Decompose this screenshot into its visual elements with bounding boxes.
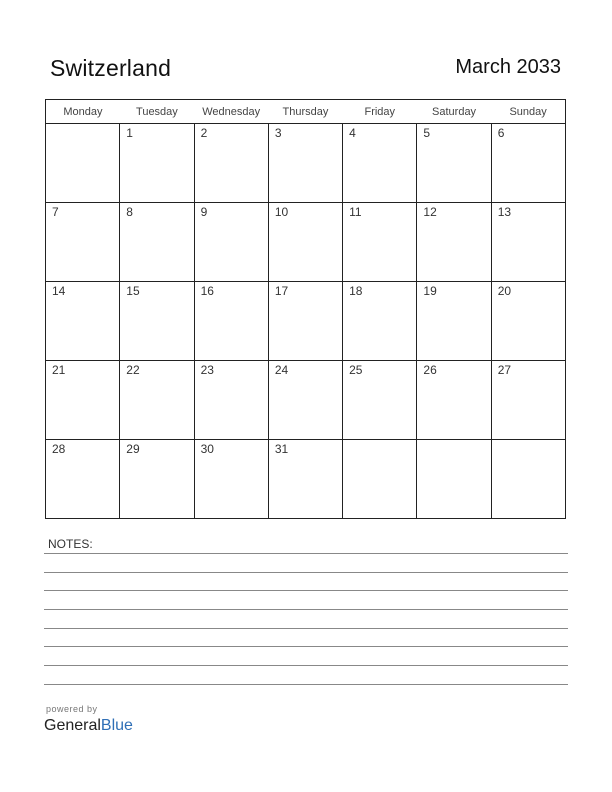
day-cell: 1	[120, 124, 194, 203]
weekday-header: Tuesday	[120, 100, 194, 124]
note-line	[44, 665, 568, 666]
day-cell: 20	[491, 282, 565, 361]
day-cell: 16	[194, 282, 268, 361]
month-title: March 2033	[455, 56, 561, 78]
week-row	[46, 440, 566, 519]
powered-by-text: powered by	[46, 704, 98, 714]
week-row	[46, 361, 566, 440]
note-line	[44, 553, 568, 554]
note-line	[44, 628, 568, 629]
day-cell: 5	[417, 124, 491, 203]
day-cell: 6	[491, 124, 565, 203]
day-cell: 13	[491, 203, 565, 282]
note-line	[44, 684, 568, 685]
weekday-header: Saturday	[417, 100, 491, 124]
day-cell: 27	[491, 361, 565, 440]
day-cell: 29	[120, 440, 194, 519]
weekday-header: Monday	[46, 100, 120, 124]
note-line	[44, 609, 568, 610]
day-cell: 10	[268, 203, 342, 282]
day-cell	[417, 440, 491, 519]
generalblue-logo	[44, 717, 133, 735]
day-cell: 21	[46, 361, 120, 440]
day-cell: 14	[46, 282, 120, 361]
brand-blue: Blue	[100, 717, 133, 734]
weekday-header: Wednesday	[194, 100, 268, 124]
day-cell: 26	[417, 361, 491, 440]
day-cell: 22	[120, 361, 194, 440]
calendar-grid	[45, 99, 566, 519]
day-cell: 28	[46, 440, 120, 519]
weekday-header: Thursday	[268, 100, 342, 124]
note-line	[44, 590, 568, 591]
country-title: Switzerland	[50, 55, 172, 81]
day-cell: 4	[343, 124, 417, 203]
day-cell: 23	[194, 361, 268, 440]
day-cell: 31	[268, 440, 342, 519]
day-cell	[491, 440, 565, 519]
brand-general: General	[44, 717, 101, 734]
weekday-header: Sunday	[491, 100, 565, 124]
day-cell: 15	[120, 282, 194, 361]
day-cell: 2	[194, 124, 268, 203]
notes-label: NOTES:	[48, 537, 93, 551]
day-cell: 30	[194, 440, 268, 519]
day-cell: 11	[343, 203, 417, 282]
note-line	[44, 646, 568, 647]
note-line	[44, 572, 568, 573]
weekday-header-row	[46, 100, 566, 124]
day-cell: 19	[417, 282, 491, 361]
day-cell	[46, 124, 120, 203]
day-cell: 12	[417, 203, 491, 282]
week-row	[46, 124, 566, 203]
day-cell: 9	[194, 203, 268, 282]
day-cell	[343, 440, 417, 519]
day-cell: 7	[46, 203, 120, 282]
day-cell: 18	[343, 282, 417, 361]
week-row	[46, 282, 566, 361]
day-cell: 17	[268, 282, 342, 361]
day-cell: 3	[268, 124, 342, 203]
day-cell: 24	[268, 361, 342, 440]
day-cell: 25	[343, 361, 417, 440]
day-cell: 8	[120, 203, 194, 282]
week-row	[46, 203, 566, 282]
weekday-header: Friday	[343, 100, 417, 124]
